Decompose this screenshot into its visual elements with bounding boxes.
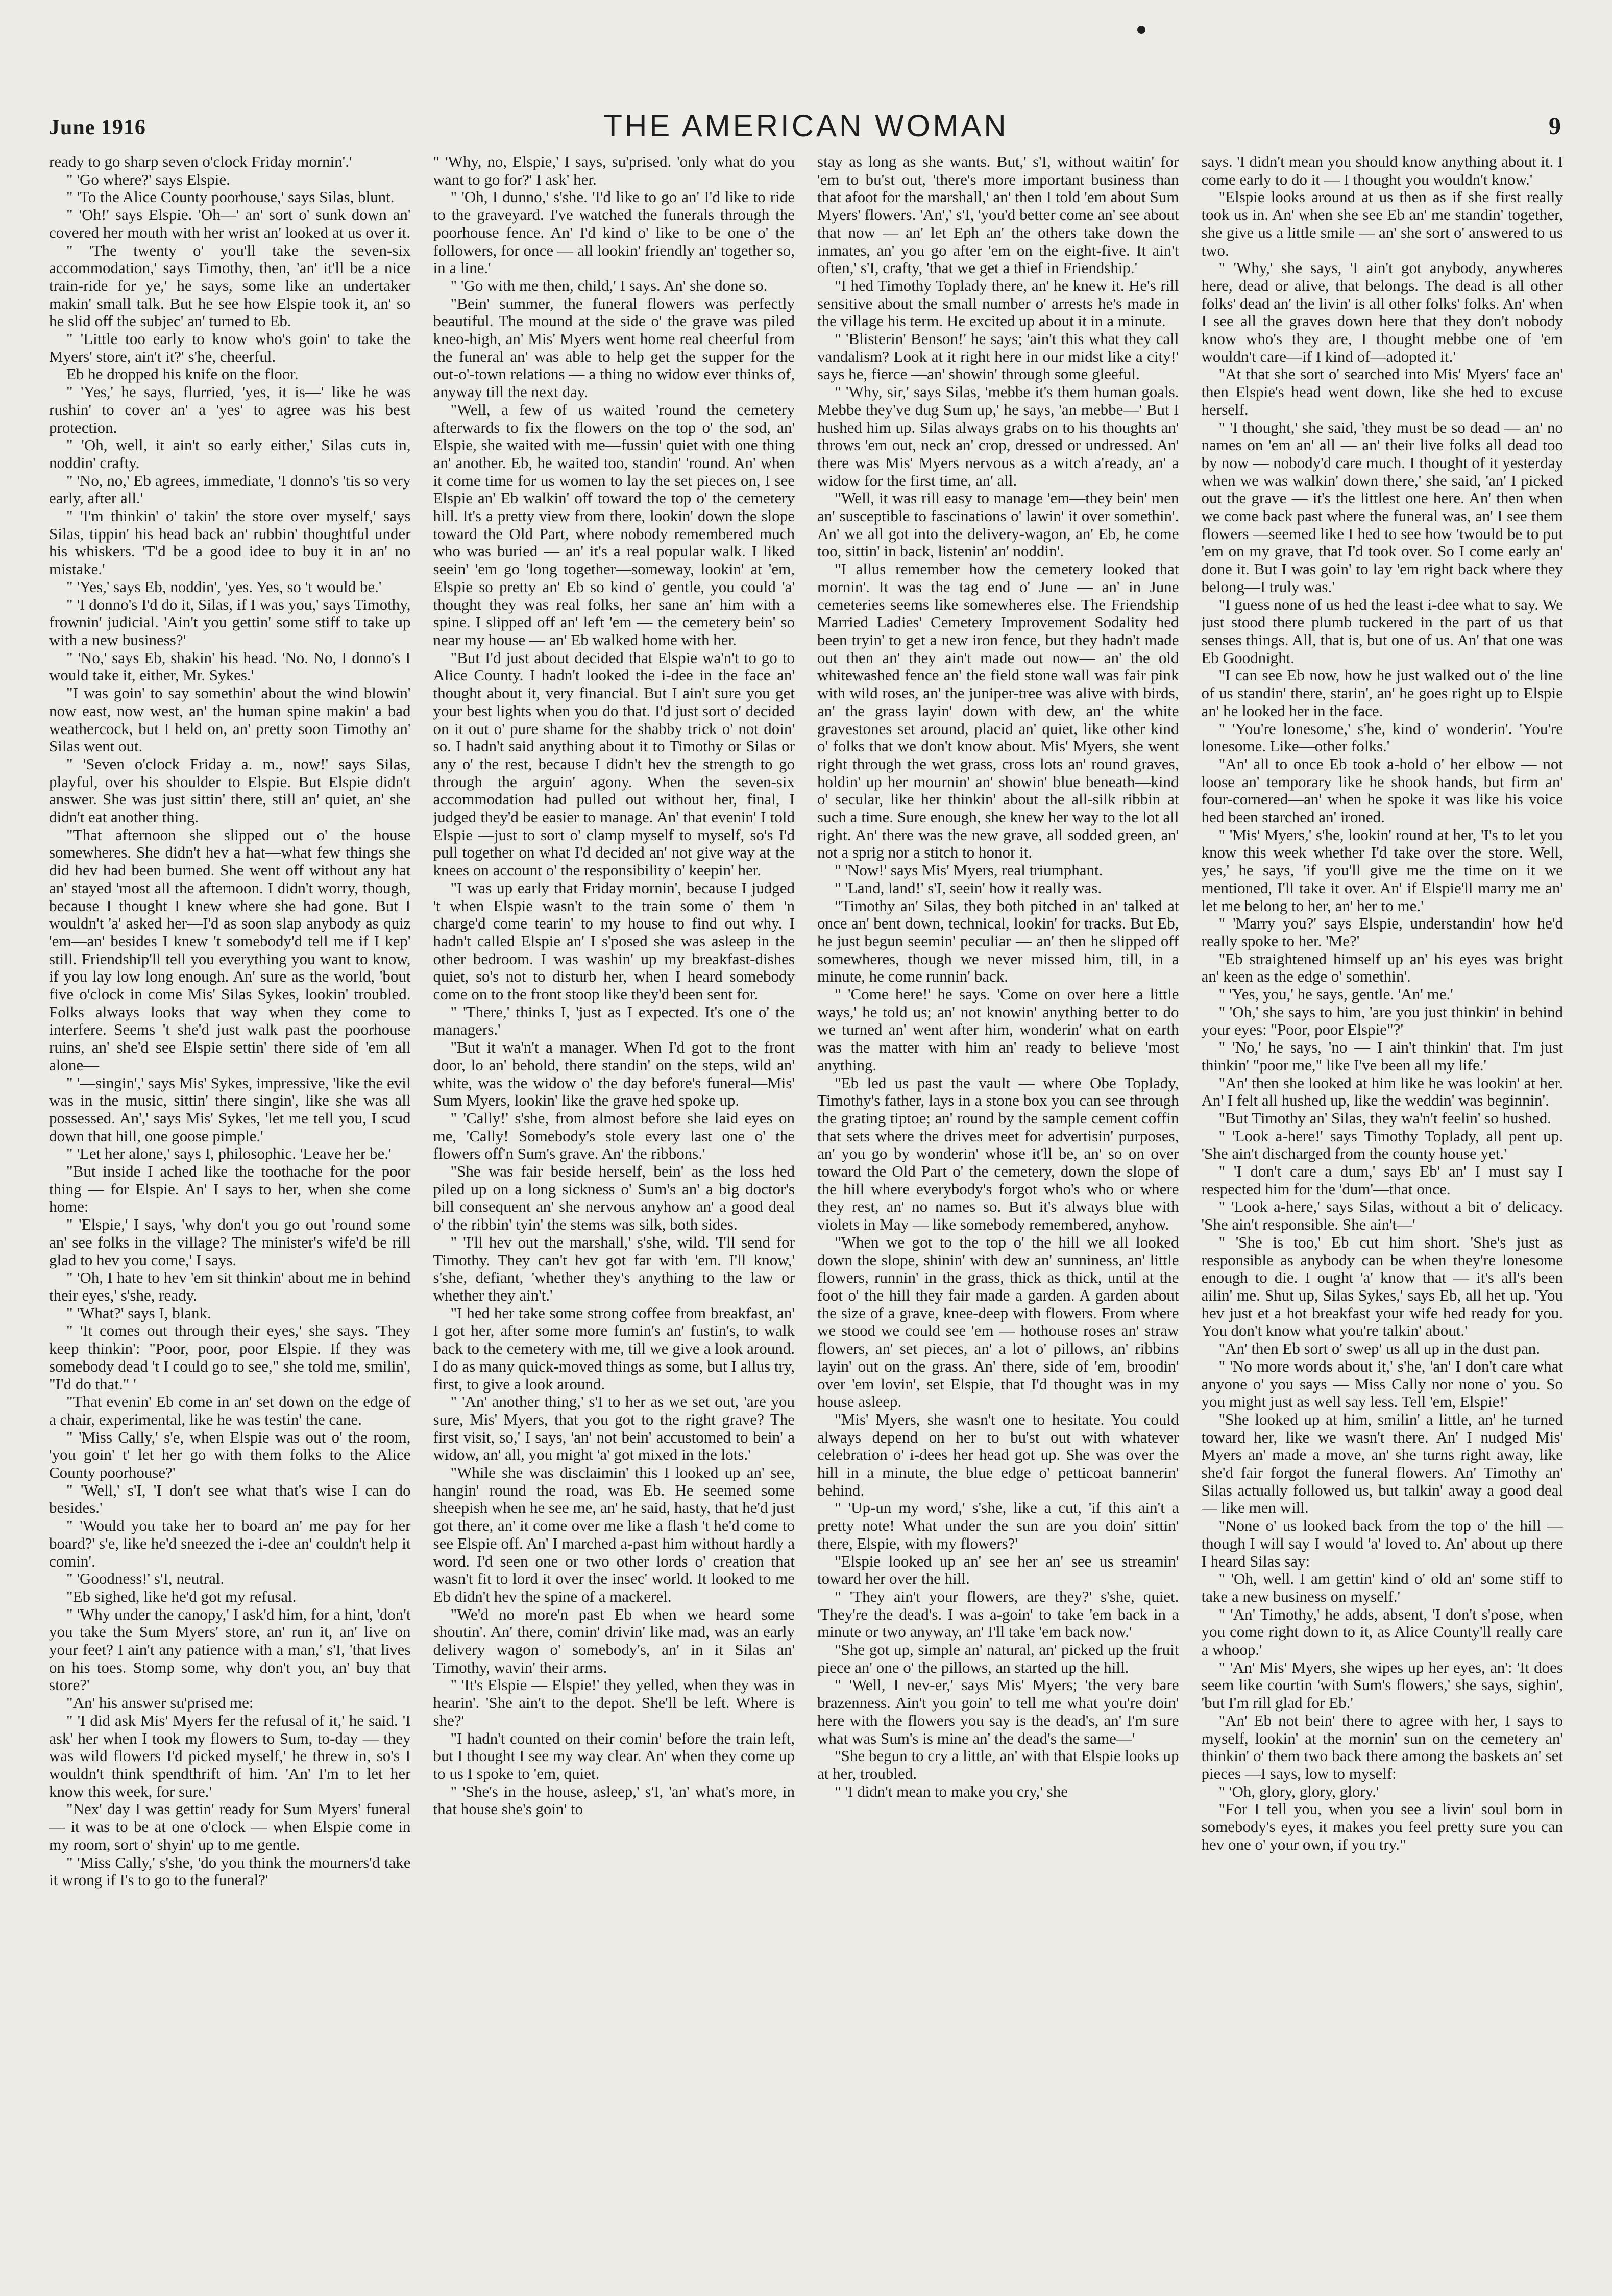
paragraph: " 'To the Alice County poorhouse,' says Silas, blunt.: [66, 188, 395, 206]
paragraph: " 'Goodness!' s'I, neutral.: [66, 1570, 225, 1588]
paragraph: "We'd no more'n past Eb when we heard some shoutin'. An' there, comin' drivin' like mad, was an early delivery wagon o' somebody's, an' in it Silas an' Timothy, wavin' their arms.: [433, 1605, 795, 1676]
paragraph: " 'They ain't your flowers, are they?' s'she, quiet. 'They're the dead's. I was a-goin' to take 'em back in a minute or two anyway, an' I'll take 'em back now.': [817, 1587, 1179, 1641]
paragraph: " 'An' Timothy,' he adds, absent, 'I don't s'pose, when you come right down to it, as Alice County'll really care a whoop.': [1201, 1605, 1563, 1659]
paragraph: " 'I thought,' she said, 'they must be so dead — an' no names on 'em an' all — an' their live folks all dead too by now — nobody'd care much. I thought of it yesterday when we was walkin' down there,' she said, 'an' I picked out the grave — it's the littlest one here. An' then when we come back past where the funeral was, an' I see them flowers —seemed like I hed to see how 'twould be to put 'em on my grave, that I'd took over. So I come early an' done it. But I was goin' to lay 'em right back where they belong—I truly was.': [1201, 418, 1563, 596]
paragraph: " 'I don't care a dum,' says Eb' an' I must say I respected him for the 'dum'—that once.: [1201, 1162, 1563, 1198]
paragraph: " 'I did ask Mis' Myers fer the refusal of it,' he said. 'I ask' her when I took my flowers to Sum, to-day — they was wild flowers I'd picked myself,' he threw in, so's I wouldn't think spendthrift of him. 'An' I'm to let her know this week, for sure.': [49, 1711, 411, 1800]
paragraph: " 'Oh!' says Elspie. 'Oh—' an' sort o' sunk down an' covered her mouth with her wrist an' looked at us over it.: [49, 206, 411, 241]
paragraph: " 'Why,' she says, 'I ain't got anybody, anywheres here, dead or alive, that belongs. The dead is all other folks' dead an' the livin' is all other folks' folks. An' when I see all the graves down here that they don't nobody know who's they are, I thought mebbe one of 'em wouldn't care—if I kind of—adopted it.': [1201, 259, 1563, 365]
paragraph: "I can see Eb now, how he just walked out o' the line of us standin' there, starin', an' he goes right up to Elspie an' he looked her in the face.: [1201, 666, 1563, 720]
paragraph: "Eb sighed, like he'd got my refusal.: [66, 1587, 297, 1605]
paragraph: " 'Mis' Myers,' s'he, lookin' round at her, 'I's to let you know this week whether I'd take over the store. Well, yes,' he says, 'if you'll give me the time on it we mentioned, I'll take it over. An' if Elspie'll marry me an' let me belong to her, an' her to me.': [1201, 825, 1563, 915]
header-dot: [1137, 26, 1145, 34]
paragraph: " 'Cally!' s'she, from almost before she laid eyes on me, 'Cally! Somebody's stole every last one o' the flowers off'n Sum's grave. An' the ribbons.': [433, 1109, 795, 1163]
paragraph: " 'Well, I nev-er,' says Mis' Myers; 'the very bare brazenness. Ain't you goin' to tell me what you're doin' here with the flowers you say is the dead's, an' I'm sure what was Sum's is mine an' the dead's the same—': [817, 1676, 1179, 1747]
paragraph: " 'Why, no, Elspie,' I says, su'prised. 'only what do you want to go for?' I ask' her.: [433, 153, 795, 188]
paragraph: "An' then Eb sort o' swep' us all up in the dust pan.: [1218, 1339, 1541, 1358]
paragraph: " 'She is too,' Eb cut him short. 'She's just as responsible as anybody can be when they're lonesome enough to die. I ought 'a' know that — it's all's been ailin' me. Shut up, Silas Sykes,' says Eb, all het up. 'You hev just et a hot breakfast your wife hed ready for you. You don't know what you're talkin' about.': [1201, 1233, 1563, 1340]
paragraph: " 'Let her alone,' says I, philosophic. 'Leave her be.': [66, 1144, 392, 1163]
paragraph: "An' Eb not bein' there to agree with her, I says to myself, lookin' at the mornin' sun on the cemetery an' thinkin' o' them two back there among the baskets an' set pieces —I says, low to myself:: [1201, 1711, 1563, 1782]
page-header: [49, 108, 1563, 144]
paragraph: " 'What?' says I, blank.: [66, 1304, 211, 1322]
paragraph: " 'Land, land!' s'I, seein' how it really was.: [835, 878, 1102, 897]
paragraph: " 'Come here!' he says. 'Come on over here a little ways,' he told us; an' not knowin' anything better to do we turned an' went after him, wonderin' what on earth was the matter with him an' ready to believe 'most anything.: [817, 985, 1179, 1074]
paragraph: " 'Oh, I dunno,' s'she. 'I'd like to go an' I'd like to ride to the graveyard. I've watched the funerals through the poorhouse fence. An' I'd kind o' like to be one o' the followers, for once — all lookin' friendly an' together so, in a line.': [433, 188, 795, 277]
paragraph: "Bein' summer, the funeral flowers was perfectly beautiful. The mound at the side o' the grave was piled kneo-high, an' Mis' Myers went home real cheerful from the funeral an' was able to help get the supper for the out-o'-town relations — a thing no widow ever thinks of, anyway till the next day.: [433, 294, 795, 401]
paragraph: " 'Elspie,' I says, 'why don't you go out 'round some an' see folks in the village? The minister's wife'd be rill glad to hev you come,' I says.: [49, 1215, 411, 1269]
article-columns: [49, 153, 1563, 2260]
paragraph: "While she was disclaimin' this I looked up an' see, hangin' round the road, was Eb. He seemed some sheepish when he see me, an' he said, hasty, that he'd just got there, an' it come over me like a flash 't he'd come to see Elspie off. An' I marched a-past him without hardly a word. I'd seen one or two other lords o' creation that wasn't fit to lord it over the insec' world. It looked to me Eb didn't hev the spine of a mackerel.: [433, 1463, 795, 1605]
text-column-2: [433, 153, 795, 2260]
paragraph: "Eb straightened himself up an' his eyes was bright an' keen as the edge o' somethin'.: [1201, 949, 1563, 986]
paragraph: "She begun to cry a little, an' with that Elspie looks up at her, troubled.: [817, 1747, 1179, 1782]
paragraph: "I allus remember how the cemetery looked that mornin'. It was the tag end o' June — an' in June cemeteries seems like somewheres else. The Friendship Married Ladies' Cemetery Improvement Sodality hed been tryin' to get a new iron fence, but they hadn't made out then an' they ain't made out now— an' the old whitewashed fence an' the field stone wall was fair pink with wild roses, an' the juniper-tree was alive with birds, an' the grass layin' down with dew, an' the white gravestones set around, placid an' quiet, like other kind o' folks that we don't know about. Mis' Myers, she went right through the wet grass, cross lots an' round graves, holdin' up her mournin' an' showin' blue beneath—kind o' secular, like her thinkin' about the all-silk ribbin at such a time. Sure enough, she knew her way to the lot all right. An' there was the new grave, all sodded green, an' not a sprig nor a stitch to honor it.: [817, 560, 1179, 862]
paragraph: " 'I didn't mean to make you cry,' she: [835, 1782, 1068, 1800]
paragraph: says. 'I didn't mean you should know anything about it. I come early to do it — I thought you wouldn't know.': [1201, 153, 1563, 188]
paragraph: "She was fair beside herself, bein' as the loss hed piled up on a long sickness o' Sum's an' a big doctor's bill consequent an' she nervous anyhow an' a good deal o' the ribbin' tyin' the stems was silk, both sides.: [433, 1162, 795, 1234]
paragraph: "Elspie looks around at us then as if she first really took us in. An' when she see Eb an' me standin' together, she give us a little smile — an' she sort o' answered to us two.: [1201, 188, 1563, 259]
paragraph: " 'Marry you?' says Elspie, understandin' how he'd really spoke to her. 'Me?': [1201, 914, 1563, 950]
paragraph: "I hed Timothy Toplady there, an' he knew it. He's rill sensitive about the small number o' arrests he's made in the village his term. He excited up about it in a minute.: [817, 276, 1179, 330]
text-column-3: [817, 153, 1179, 2260]
paragraph: ready to go sharp seven o'clock Friday mornin'.': [49, 153, 352, 170]
paragraph: " 'Oh, well, it ain't so early either,' Silas cuts in, noddin' crafty.: [49, 436, 411, 472]
paragraph: " 'Little too early to know who's goin' to take the Myers' store, ain't it?' s'he, cheerful.: [49, 330, 411, 365]
paragraph: " 'No,' he says, 'no — I ain't thinkin' that. I'm just thinkin' "poor me," like I've been all my life.': [1201, 1038, 1563, 1074]
paragraph: "Well, it was rill easy to manage 'em—they bein' men an' susceptible to fascinations o' lawin' it over somethin'. An' we all got into the delivery-wagon, an' Eb, he come too, sittin' in back, listenin' an' noddin'.: [817, 489, 1179, 560]
paragraph: " 'Go with me then, child,' I says. An' she done so.: [450, 276, 768, 295]
paragraph: " 'Oh, I hate to hev 'em sit thinkin' about me in behind their eyes,' s'she, ready.: [49, 1268, 411, 1304]
paragraph: " 'You're lonesome,' s'he, kind o' wonderin'. 'You're lonesome. Like—other folks.': [1201, 719, 1563, 755]
paragraph: "Well, a few of us waited 'round the cemetery afterwards to fix the flowers on the top o' the sod, an' Elspie, she waited with me—fussin' quiet with one thing an' another. Eb, he waited too, standin' 'round. An' when it come time for us women to lay the set pieces on, I see Elspie an' Eb walkin' off toward the top o' the cemetery hill. It's a pretty view from there, lookin' down the slope toward the Old Part, where nobody remembered much who was buried — an' it's a real popular walk. I liked seein' 'em go 'long together—someway, lookin' at 'em, Elspie so pretty an' Eb so kind o' gentle, you could 'a' thought they was real folks, her sane an' him with a spine. I slipped off an' left 'em — the cemetery bein' so near my house — an' Eb walked home with her.: [433, 400, 795, 649]
paragraph: "I hed her take some strong coffee from breakfast, an' I got her, after some more fumin's an' fustin's, to walk back to the cemetery with me, till we give a look around. I do as many quick-moved things as some, but I allus try, first, to give a look around.: [433, 1304, 795, 1393]
paragraph: "Mis' Myers, she wasn't one to hesitate. You could always depend on her to bu'st out with whatever celebration o' i-dees her head got up. She was over the hill in a minute, the blue edge o' petticoat bannerin' behind.: [817, 1410, 1179, 1499]
paragraph: " 'Oh, well. I am gettin' kind o' old an' some stiff to take a new business on myself.': [1201, 1570, 1563, 1605]
paragraph: "At that she sort o' searched into Mis' Myers' face an' then Elspie's head went down, like she hed to excuse herself.: [1201, 365, 1563, 419]
paragraph: " 'An' another thing,' s'I to her as we set out, 'are you sure, Mis' Myers, that you got to the right grave? The first visit, so,' I says, 'an' not bein' accustomed to bein' a widow, an' all, you might 'a' got mixed in the lots.': [433, 1393, 795, 1464]
paragraph: "I guess none of us hed the least i-dee what to say. We just stood there plumb tuckered in the part of us that senses things. All, that is, but one of us. An' that one was Eb Goodnight.: [1201, 595, 1563, 667]
paragraph: "She looked up at him, smilin' a little, an' he turned toward her, like we wasn't there. An' I nudged Mis' Myers an' made a move, an' she turns right away, like she'd fair forgot the funeral flowers. An' Timothy an' Silas actually followed us, but talkin' away a good deal — like men will.: [1201, 1410, 1563, 1517]
paragraph: "For I tell you, when you see a livin' soul born in somebody's eyes, it makes you feel pretty sure you can hev one o' your own, if you try.": [1201, 1800, 1563, 1853]
paragraph: "An' then she looked at him like he was lookin' at her. An' I felt all hushed up, like the weddin' was beginnin'.: [1201, 1073, 1563, 1110]
paragraph: " 'Miss Cally,' s'she, 'do you think the mourners'd take it wrong if I's to go to the funeral?': [49, 1853, 411, 1889]
paragraph: "I was goin' to say somethin' about the wind blowin' now east, now west, an' the human spine makin' a bad weathercock, but I held on, an' pretty soon Timothy an' Silas went out.: [49, 684, 411, 755]
paragraph: " 'Why, sir,' says Silas, 'mebbe it's them human goals. Mebbe they've dug Sum up,' he says, 'an mebbe—' But I hushed him up. Silas always grabs on to his thoughts an' throws 'em out, neck an' crop, dressed or undressed. An' there was Mis' Myers nervous as a witch a'ready, an' a widow for the first time, an' all.: [817, 383, 1179, 490]
paragraph: "That afternoon she slipped out o' the house somewheres. She didn't hev a hat—what few things she did hev had been burned. She went off without any hat an' stayed 'most all the afternoon. I didn't worry, though, because I thought I knew where she had gone. But I wouldn't 'a' asked her—I'd as soon slap anybody as quiz 'em—an' besides I knew 't somebody'd tell me if I kep' still. Friendship'll tell you everything you want to know, if you lay low long enough. An' sure as the world, 'bout five o'clock in come Mis' Silas Sykes, lookin' troubled. Folks always looks that way when they come to interfere. Seems 't she'd just walk past the poorhouse ruins, an' she'd see Elspie settin' there side of 'em all alone—: [49, 825, 411, 1074]
paragraph: "But Timothy an' Silas, they wa'n't feelin' so hushed.: [1218, 1109, 1552, 1127]
paragraph: " 'No, no,' Eb agrees, immediate, 'I donno's 'tis so very early, after all.': [49, 471, 411, 507]
text-column-4: [1202, 153, 1564, 2260]
paragraph: " 'No more words about it,' s'he, 'an' I don't care what anyone o' you says — Miss Cally nor none o' you. So you might just as well say less. Tell 'em, Elspie!': [1201, 1357, 1563, 1411]
issue-date: June 1916: [49, 116, 146, 139]
paragraph: " 'Up-un my word,' s'she, like a cut, 'if this ain't a pretty note! What under the sun are you doin' sittin' there, Elspie, with my flowers?': [817, 1499, 1179, 1552]
paragraph: "I was up early that Friday mornin', because I judged 't when Elspie wasn't to the train some o' them 'n charge'd come tearin' to my house to find out why. I hadn't called Elspie an' I s'posed she was asleep in the other bedroom. I was washin' up my breakfast-dishes quiet, so's not to disturb her, when I heard somebody come on to the front stoop like they'd been sent for.: [433, 878, 795, 1004]
paragraph: " 'Seven o'clock Friday a. m., now!' says Silas, playful, over his shoulder to Elspie. But Elspie didn't answer. She was just sittin' there, still an' quiet, an' she didn't eat another thing.: [49, 754, 411, 826]
paragraph: "I hadn't counted on their comin' before the train left, but I thought I see my way clear. An' when they come up to us I spoke to 'em, quiet.: [433, 1729, 795, 1782]
paragraph: "Nex' day I was gettin' ready for Sum Myers' funeral — it was to be at one o'clock — when Elspie come in my room, sort o' shyin' up to me gentle.: [49, 1800, 411, 1853]
paragraph: " 'I'll hev out the marshall,' s'she, wild. 'I'll send for Timothy. They can't hev got far with 'em. I'll know,' s'she, defiant, 'whether they's anything to the law or whether they ain't.': [433, 1233, 795, 1304]
paragraph: " 'Why under the canopy,' I ask'd him, for a hint, 'don't you take the Sum Myers' store, an' run it, an' live on your feet? I ain't any patience with a man,' s'I, 'that lives on his toes. Stomp some, why don't you, an' buy that store?': [49, 1605, 411, 1694]
paragraph: "Eb led us past the vault — where Obe Toplady, Timothy's father, lays in a stone box you can see through the grating tiptoe; an' round by the sample cement coffin that sets where the drives meet for advertisin' purposes, an' you go by wonderin' whose it'll be, an' so on over toward the Old Part o' the cemetery, down the slope of the hill where everybody's forgot who's who or where they rest, an' no names so. But it's always blue with violets in May — like somebody remembered, anyhow.: [817, 1073, 1179, 1234]
paragraph: " 'I'm thinkin' o' takin' the store over myself,' says Silas, tippin' his head back an' rubbin' thoughtful under his whiskers. 'T'd be a good idee to buy it in an' no mistake.': [49, 507, 411, 578]
paragraph: "When we got to the top o' the hill we all looked down the slope, shinin' with dew an' sunniness, an' little flowers, runnin' in the grass, thick as thick, until at the foot o' the hill they fair made a garden. A garden about the size of a grave, knee-deep with flowers. From where we stood we could see 'em — hothouse roses an' straw flowers, an' set pieces, an' a lot o' pillows, an' ribbins layin' out on the grass. An' there, side of 'em, broodin' over 'em lovin', set Elspie, that I'd thought was in my house asleep.: [817, 1233, 1179, 1411]
paragraph: "That evenin' Eb come in an' set down on the edge of a chair, experimental, like he was testin' the cane.: [49, 1393, 411, 1428]
paragraph: "But inside I ached like the toothache for the poor thing — for Elspie. An' I says to her, when she come home:: [49, 1162, 411, 1216]
page-number: 9: [1549, 113, 1561, 140]
paragraph: " 'Oh, glory, glory, glory.': [1218, 1782, 1379, 1800]
paragraph: " 'Would you take her to board an' me pay for her board?' s'e, like he'd sneezed the i-dee an' couldn't help it comin'.: [49, 1517, 411, 1570]
paragraph: " 'It comes out through their eyes,' she says. 'They keep thinkin': "Poor, poor, poor Elspie. If they was somebody dead 't I could go to see," she told me, smilin', "I'd do that." ': [49, 1322, 411, 1393]
paragraph: " 'I donno's I'd do it, Silas, if I was you,' says Timothy, frownin' judicial. 'Ain't you gettin' some stiff to take up with a new business?': [49, 595, 411, 649]
paragraph: " 'Go where?' says Elspie.: [66, 170, 230, 188]
paragraph: " 'Now!' says Mis' Myers, real triumphant.: [835, 861, 1103, 880]
text-column-1: [49, 153, 411, 2260]
paragraph: " 'Yes,' he says, flurried, 'yes, it is—' like he was rushin' to cover an' a 'yes' to agree was his best protection.: [49, 383, 411, 436]
paragraph: " 'Well,' s'I, 'I don't see what that's wise I can do besides.': [49, 1481, 411, 1517]
paragraph: " 'Yes, you,' he says, gentle. 'An' me.': [1218, 985, 1453, 1004]
paragraph: " 'The twenty o' you'll take the seven-six accommodation,' says Timothy, then, 'an' it'll be a nice train-ride for ye,' he says, some like an undertaker makin' small talk. But he see how Elspie took it, an' so he slid off the subjec' an' turned to Eb.: [49, 241, 411, 330]
paragraph: "An' his answer su'prised me:: [66, 1694, 254, 1712]
paragraph: " 'Miss Cally,' s'e, when Elspie was out o' the room, 'you goin' t' let her go with them folks to the Alice County poorhouse?': [49, 1428, 411, 1482]
paragraph: " '—singin',' says Mis' Sykes, impressive, 'like the evil was in the music, sittin' there singin', like she was all possessed. An',' says Mis' Sykes, 'let me tell you, I scud down that hill, one goose pimple.': [49, 1073, 411, 1145]
paragraph: "But I'd just about decided that Elspie wa'n't to go to Alice County. I hadn't looked the i-dee in the face an' thought about it, very financial. But I ain't sure you get your best lights when you do that. I'd just sort o' decided on it out o' pure shame for the shabby trick o' not doin' so. I hadn't said anything about it to Timothy or Silas or any o' the rest, because I didn't hev the strength to go through the arguin' agony. When the seven-six accommodation had pulled out without her, final, I judged they'd be easier to manage. An' that evenin' I told Elspie —just to sort o' clamp myself to myself, so's I'd pull together on what I'd decided an' not give way at the knees on account o' the responsibility o' keepin' her.: [433, 648, 795, 880]
paragraph: " 'It's Elspie — Elspie!' they yelled, when they was in hearin'. 'She ain't to the depot. She'll be left. Where is she?': [433, 1676, 795, 1729]
paragraph: "Timothy an' Silas, they both pitched in an' talked at once an' bent down, technical, lookin' for tracks. But Eb, he just begun seemin' peculiar — an' then he slipped off somewheres, though we never missed him, till, in a minute, he come runnin' back.: [817, 896, 1179, 986]
paragraph: " 'An' Mis' Myers, she wipes up her eyes, an': 'It does seem like courtin 'with Sum's flowers,' she says, sighin', 'but I'm rill glad for Eb.': [1201, 1658, 1563, 1712]
paragraph: "None o' us looked back from the top o' the hill — though I will say I would 'a' loved to. An' about up there I heard Silas say:: [1201, 1517, 1563, 1570]
paragraph: " 'No,' says Eb, shakin' his head. 'No. No, I donno's I would take it, either, Mr. Sykes.': [49, 648, 411, 685]
paragraph: " 'Look a-here!' says Timothy Toplady, all pent up. 'She ain't discharged from the county house yet.': [1201, 1127, 1563, 1163]
paragraph: "She got up, simple an' natural, an' picked up the fruit piece an' one o' the pillows, an started up the hill.: [817, 1641, 1179, 1676]
paragraph: Eb he dropped his knife on the floor.: [66, 365, 299, 383]
paragraph: " 'Look a-here,' says Silas, without a bit o' delicacy. 'She ain't responsible. She ain't—': [1201, 1198, 1563, 1234]
paragraph: " 'There,' thinks I, 'just as I expected. It's one o' the managers.': [433, 1003, 795, 1039]
paragraph: " 'Blisterin' Benson!' he says; 'ain't this what they call vandalism? Look at it right here in our midst like a city!' says he, fierce —an' showin' through some gleeful.: [817, 330, 1179, 383]
paragraph: "But it wa'n't a manager. When I'd got to the front door, lo an' behold, there standin' on the steps, wild an' white, was the widow o' the day before's funeral—Mis' Sum Myers, lookin' like the grave hed spoke up.: [433, 1038, 795, 1110]
paragraph: " 'Yes,' says Eb, noddin', 'yes. Yes, so 't would be.': [66, 577, 382, 596]
paragraph: " 'She's in the house, asleep,' s'I, 'an' what's more, in that house she's goin' to: [433, 1782, 795, 1818]
paragraph: " 'Oh,' she says to him, 'are you just thinkin' in behind your eyes: "Poor, poor Elspie"?': [1201, 1003, 1563, 1039]
paragraph: "An' all to once Eb took a-hold o' her elbow — not loose an' temporary like he shook hands, but firm an' four-cornered—an' when he spoke it was like his voice hed been starched an' ironed.: [1201, 754, 1563, 826]
paragraph: "Elspie looked up an' see her an' see us streamin' toward her over the hill.: [817, 1552, 1179, 1588]
magazine-title: THE AMERICAN WOMAN: [603, 109, 1009, 143]
paragraph: stay as long as she wants. But,' s'I, without waitin' for 'em to bu'st out, 'there's more important business than that afoot for the marshall,' an' then I told 'em about Sum Myers' flowers. 'An',' s'I, 'you'd better come an' see about that now — an' let Eph an' the others take down the inmates, an' you go after 'em on the eight-five. It ain't often,' s'I, crafty, 'that we get a thief in Friendship.': [817, 153, 1179, 277]
